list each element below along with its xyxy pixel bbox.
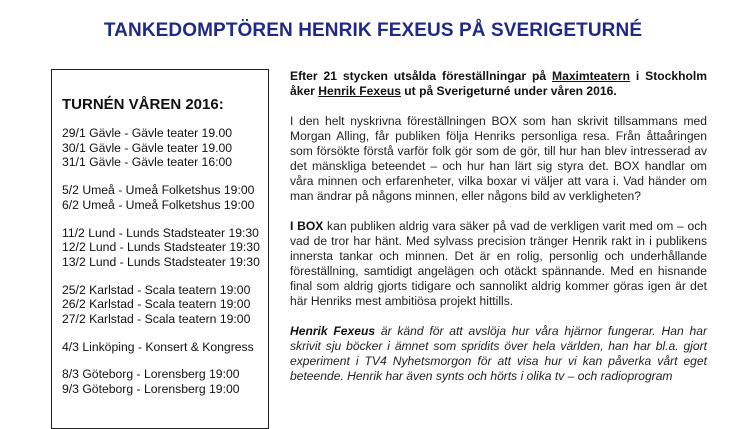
tour-date: 27/2 Karlstad - Scala teatern 19:00 [62,312,251,327]
intro-text: Efter 21 stycken utsålda föreställningar på [290,69,553,83]
article-paragraph-1: I den helt nyskrivna föreställningen BOX som han skrivit tillsammans med Morgan Alling, får publiken följa Henriks personliga resa. Från åttaåringen som försökte förstå varför folk gör som de gör, till hur han blev intresserad av det mänskliga beteendet – och hur han lärt sig styra det. BOX handlar om våra minnen och erfarenheter, vilka boxar vi väljer att vara i. Vad händer om man ändrar på någons minnen, eller någons bild av verkligheten? [290,114,707,203]
tour-group [62,183,268,212]
tour-date: 31/1 Gävle - Gävle teater 16:00 [62,155,233,170]
tour-date: 11/2 Lund - Lunds Stadsteater 19:30 [62,225,259,240]
tour-date: 4/3 Linköping - Konsert & Kongress [62,339,254,354]
paragraph-text: är känd för att avslöja hur våra hjärnor fungerar. Han har skrivit sju böcker i ämnet som spridits över hela världen, han har bl.a. gjort experiment i TV4 Nyhetsmorgon för att visa hur vi kan påverka vårt eget beteende. Henrik har även synts och hörts i olika tv – och radioprogram [290,324,707,383]
tour-date: 12/2 Lund - Lunds Stadsteater 19:30 [62,240,260,255]
intro-text: i Stockholm åker [290,69,707,98]
paragraph-lead: Henrik Fexeus [290,324,376,338]
tour-date: 8/3 Göteborg - Lorensberg 19:00 [62,367,240,382]
tour-group [62,226,268,270]
tour-date: 5/2 Umeå - Umeå Folketshus 19:00 [62,183,255,198]
intro-text: ut på Sverigeturné under våren 2016. [400,84,617,98]
tour-list [62,126,268,397]
tour-date: 29/1 Gävle - Gävle teater 19.00 [62,126,233,140]
article-paragraph-3 [290,324,707,384]
article-body [290,69,707,399]
article-paragraph-2 [290,219,707,309]
tour-date: 6/2 Umeå - Umeå Folketshus 19:00 [62,197,255,212]
page-title: TANKEDOMPTÖREN HENRIK FEXEUS PÅ SVERIGETURNÉ [103,20,643,41]
tour-date: 9/3 Göteborg - Lorensberg 19:00 [62,382,240,397]
tour-group [62,283,268,327]
tour-date: 25/2 Karlstad - Scala teatern 19:00 [62,282,251,297]
paragraph-text: kan publiken aldrig vara säker på vad de verkligen varit med om – och vad de tror har hänt. Med sylvass precision tränger Henrik rakt in i publikens innersta tankar och minnen. Det är en rolig, personlig och underhållande föreställning, samtidigt angelägen och otäckt spännande. Med en hisnande final som aldrig gjorts tidigare och sannolikt aldrig kommer göras igen är det här Henriks mest ambitiösa projekt hittills. [290,219,708,308]
tour-date: 26/2 Karlstad - Scala teatern 19:00 [62,297,251,312]
tour-group [62,126,268,170]
maximteatern-link[interactable]: Maximteatern [552,69,630,83]
tour-date: 13/2 Lund - Lunds Stadsteater 19:30 [62,254,260,269]
article-intro [290,69,707,99]
tour-group [62,367,268,396]
henrik-fexeus-link[interactable]: Henrik Fexeus [318,84,401,98]
tour-group [62,340,268,355]
tour-dates-box [51,69,269,429]
tour-heading: TURNÉN VÅREN 2016: [62,96,224,113]
paragraph-lead: I BOX [290,219,324,233]
tour-date: 30/1 Gävle - Gävle teater 19.00 [62,140,233,155]
